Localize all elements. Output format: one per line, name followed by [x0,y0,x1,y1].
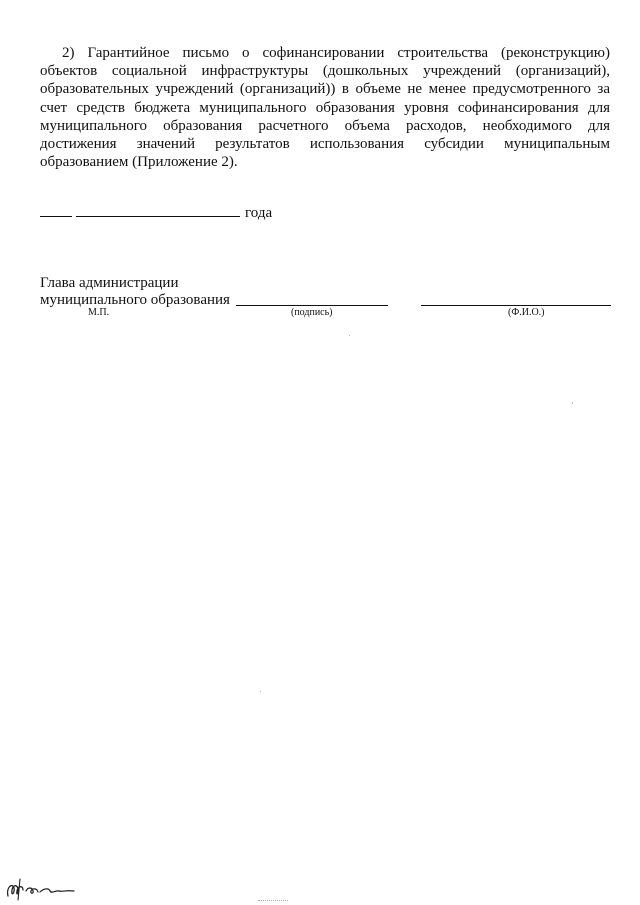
head-of-administration-label: Глава администрации [40,275,179,291]
date-line [40,204,272,222]
signature-caption: (подпись) [291,307,333,318]
month-blank [76,204,240,217]
guarantee-letter-paragraph: 2) Гарантийное письмо о софинансировании строительства (реконструкцию) объектов социальной инфраструктуры (дошкольных учреждений (организаций), образовательных учреждений (организаций)) в объеме не менее предусмотренного за счет средств бюджета муниципального образования уровня софинансирования для муниципального образования расчетного объема расходов, необходимого для достижения значений результатов использования субсидии муниципальным образованием (Приложение 2). [40,45,610,171]
stamp-place-caption: М.П. [88,307,110,318]
municipality-label: муниципального образования [40,292,230,308]
full-name-caption: (Ф.И.О.) [508,307,545,318]
scan-speck [260,691,261,692]
year-suffix-label: года [245,205,273,221]
scan-speck [572,402,573,404]
signature-line [236,305,388,306]
full-name-line [421,305,611,306]
scan-edge-artifact [258,900,288,901]
scan-speck [349,335,350,336]
day-blank [40,204,72,217]
handwritten-initials-mark [2,876,82,902]
